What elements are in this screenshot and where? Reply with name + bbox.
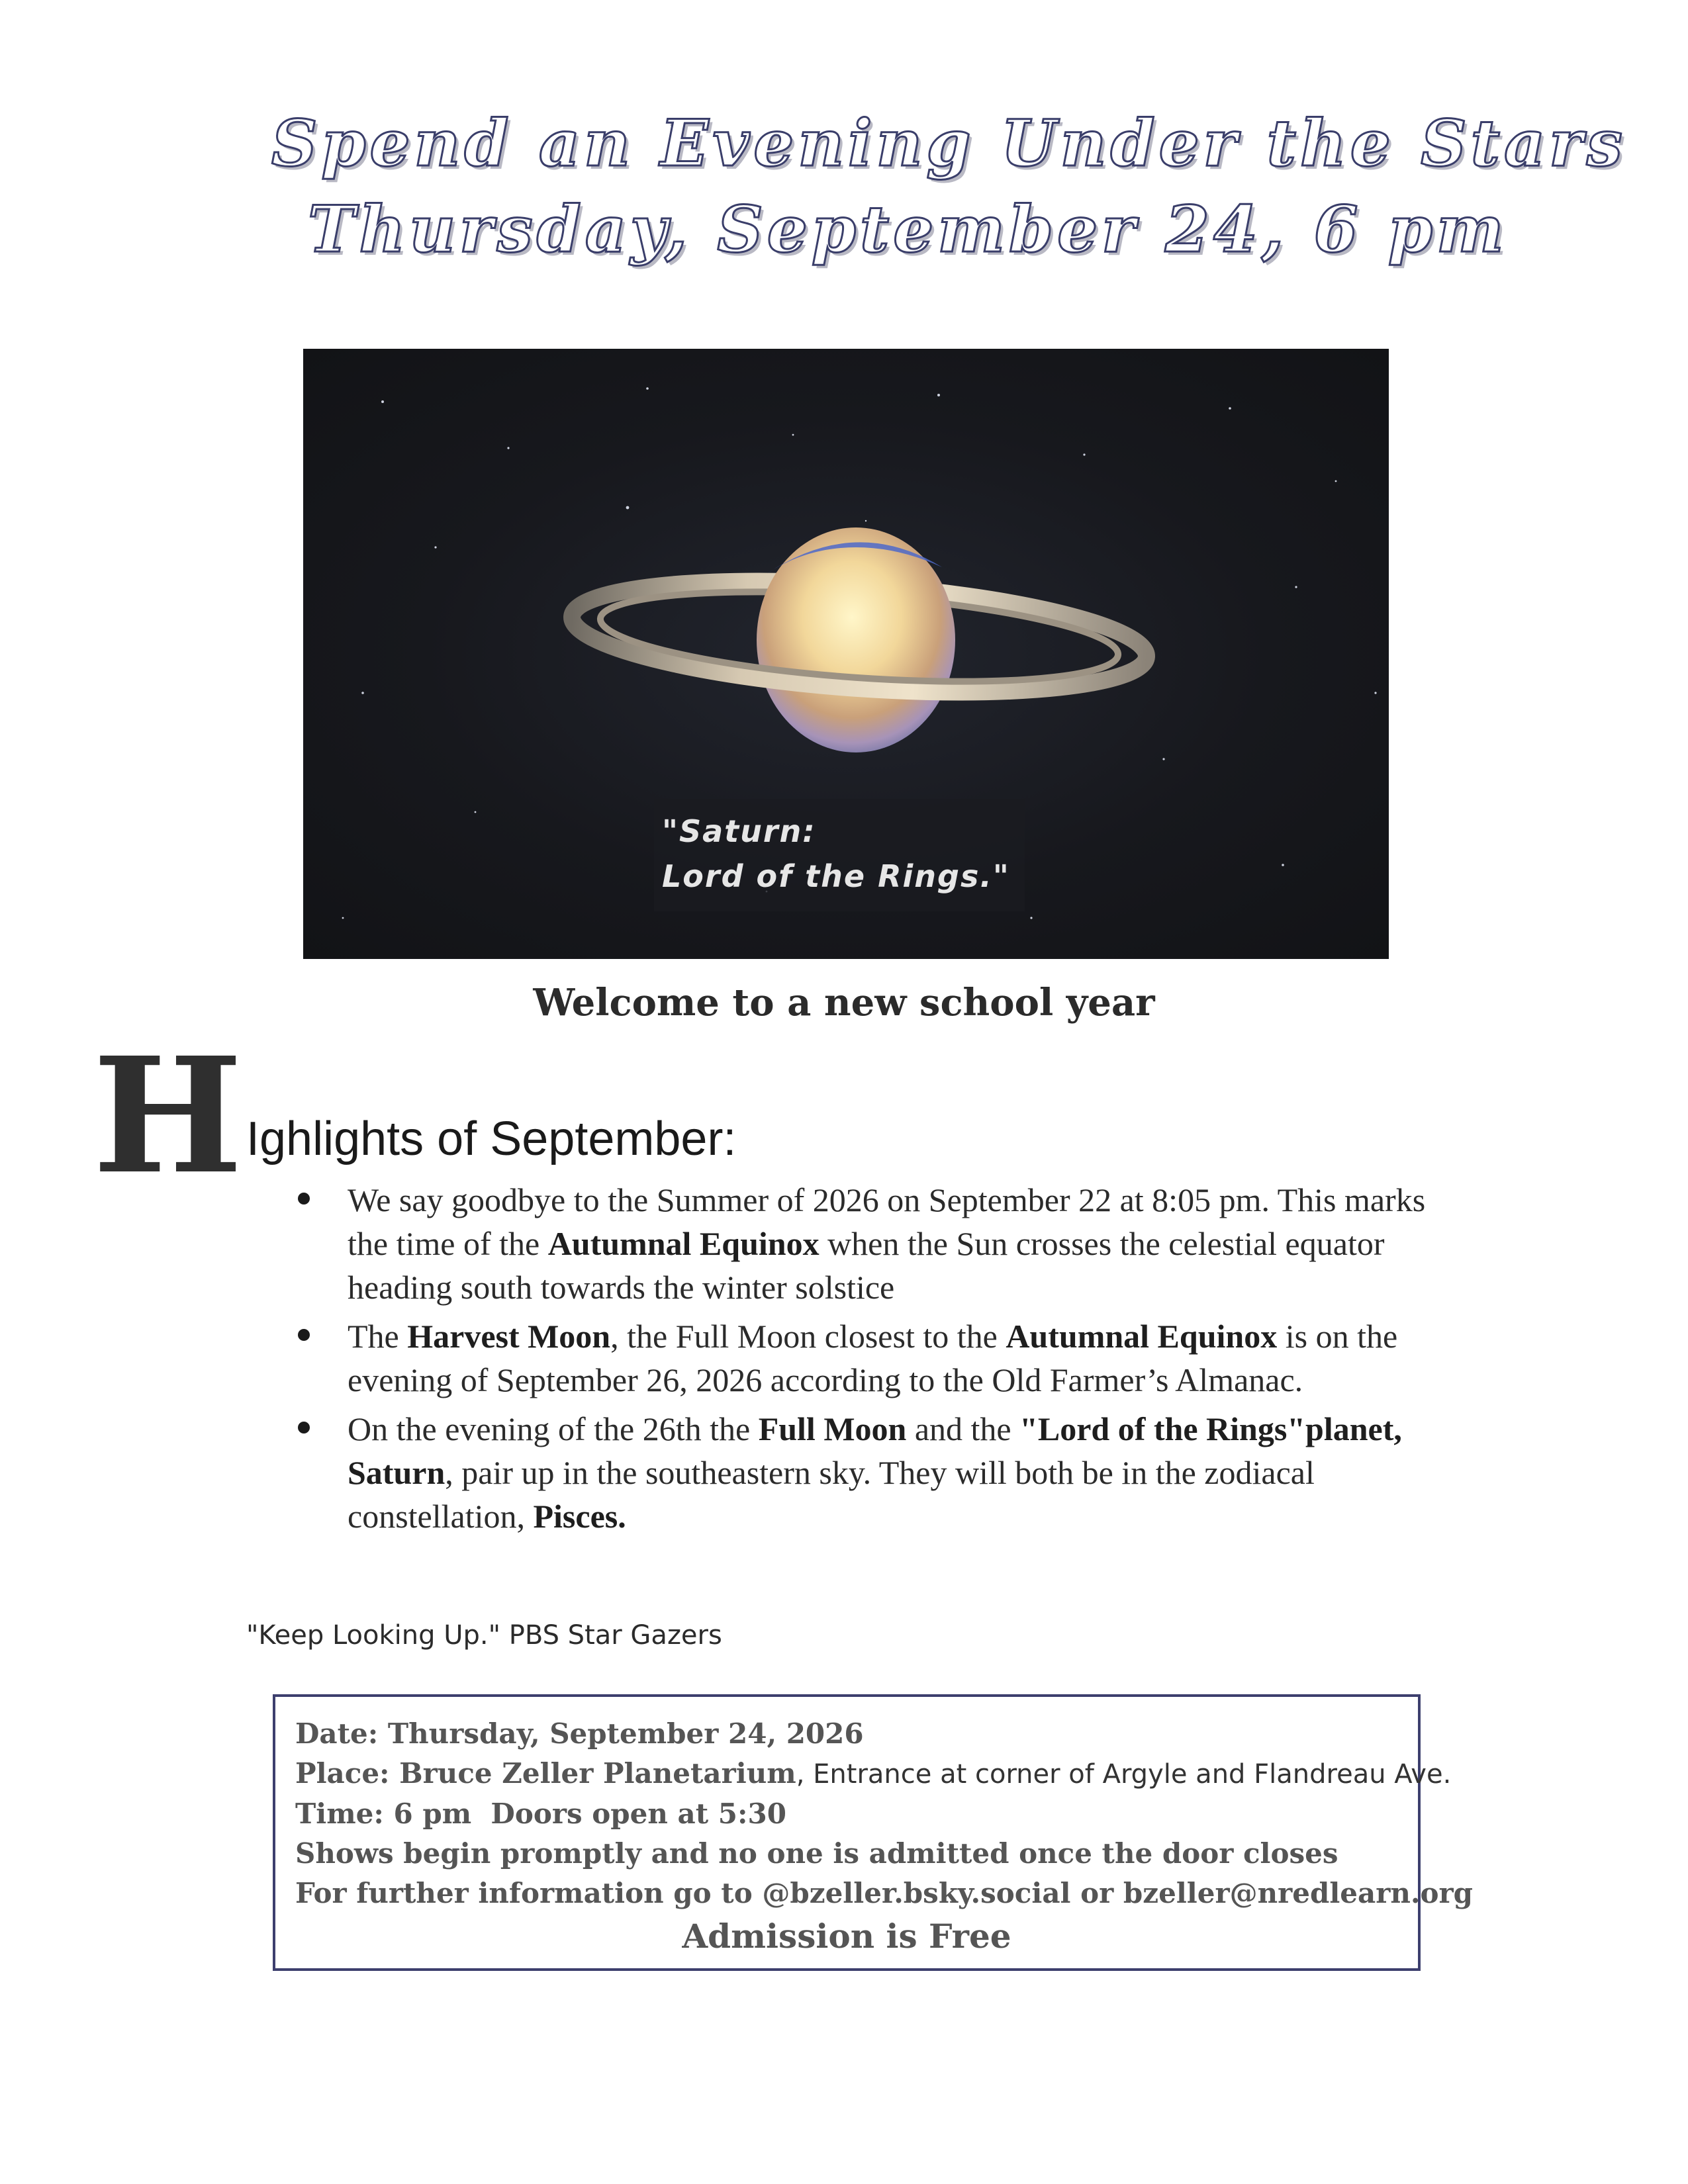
item-bold: "Lord of the Rings"planet, Saturn <box>348 1410 1402 1491</box>
highlights-heading: Ighlights of September: <box>246 1113 737 1165</box>
item-text: when the Sun crosses the celestial equator heading south towards the winter solstice <box>348 1225 1385 1306</box>
item-text: We say goodbye to the Summer of 2026 on September 22 at 8:05 pm. This marks the time of the <box>348 1181 1426 1262</box>
info-shows: Shows begin promptly and no one is admitted once the door closes <box>295 1837 1338 1870</box>
list-item <box>291 1407 1443 1538</box>
list-item <box>291 1314 1443 1402</box>
item-text: , pair up in the southeastern sky. They will both be in the zodiacal constellation, <box>348 1454 1315 1535</box>
photo-caption <box>662 809 1010 899</box>
item-bold: Harvest Moon <box>407 1318 611 1355</box>
item-text: On the evening of the 26th the <box>348 1410 759 1447</box>
caption-line-1: "Saturn: <box>662 813 816 849</box>
item-bold: Autumnal Equinox <box>547 1225 820 1262</box>
title-line-1: Spend an Evening Under the Stars <box>271 106 1626 181</box>
item-text: is on the evening of September 26, 2026 according to the Old Farmer’s Almanac. <box>348 1318 1398 1398</box>
item-text: and the <box>906 1410 1020 1447</box>
item-bold: Autumnal Equinox <box>1006 1318 1278 1355</box>
item-bold: Pisces. <box>533 1498 626 1535</box>
bullet-dot-icon <box>298 1329 310 1341</box>
bullet-dot-icon <box>298 1193 310 1205</box>
info-place-rest: , Entrance at corner of Argyle and Flandreau Ave. <box>796 1759 1452 1790</box>
caption-line-2: Lord of the Rings." <box>662 858 1010 894</box>
highlights-list <box>291 1178 1443 1543</box>
bullet-dot-icon <box>298 1422 310 1433</box>
info-place-label: Place: Bruce Zeller Planetarium <box>295 1757 796 1790</box>
welcome-heading: Welcome to a new school year <box>533 981 1155 1024</box>
info-time: Time: 6 pm Doors open at 5:30 <box>295 1797 786 1830</box>
event-info-box <box>273 1694 1474 1971</box>
info-date: Date: Thursday, September 24, 2026 <box>295 1717 864 1750</box>
drop-cap: H <box>93 1023 243 1209</box>
item-text: , the Full Moon closest to the <box>610 1318 1006 1355</box>
item-bold: Full Moon <box>758 1410 907 1447</box>
quote-line: "Keep Looking Up." PBS Star Gazers <box>246 1620 722 1651</box>
title-line-2: Thursday, September 24, 6 pm <box>308 192 1508 267</box>
info-further: For further information go to @bzeller.bsky.social or bzeller@nredlearn.org <box>295 1877 1474 1909</box>
list-item <box>291 1178 1443 1309</box>
admission-text: Admission is Free <box>682 1917 1011 1956</box>
item-text: The <box>348 1318 408 1355</box>
